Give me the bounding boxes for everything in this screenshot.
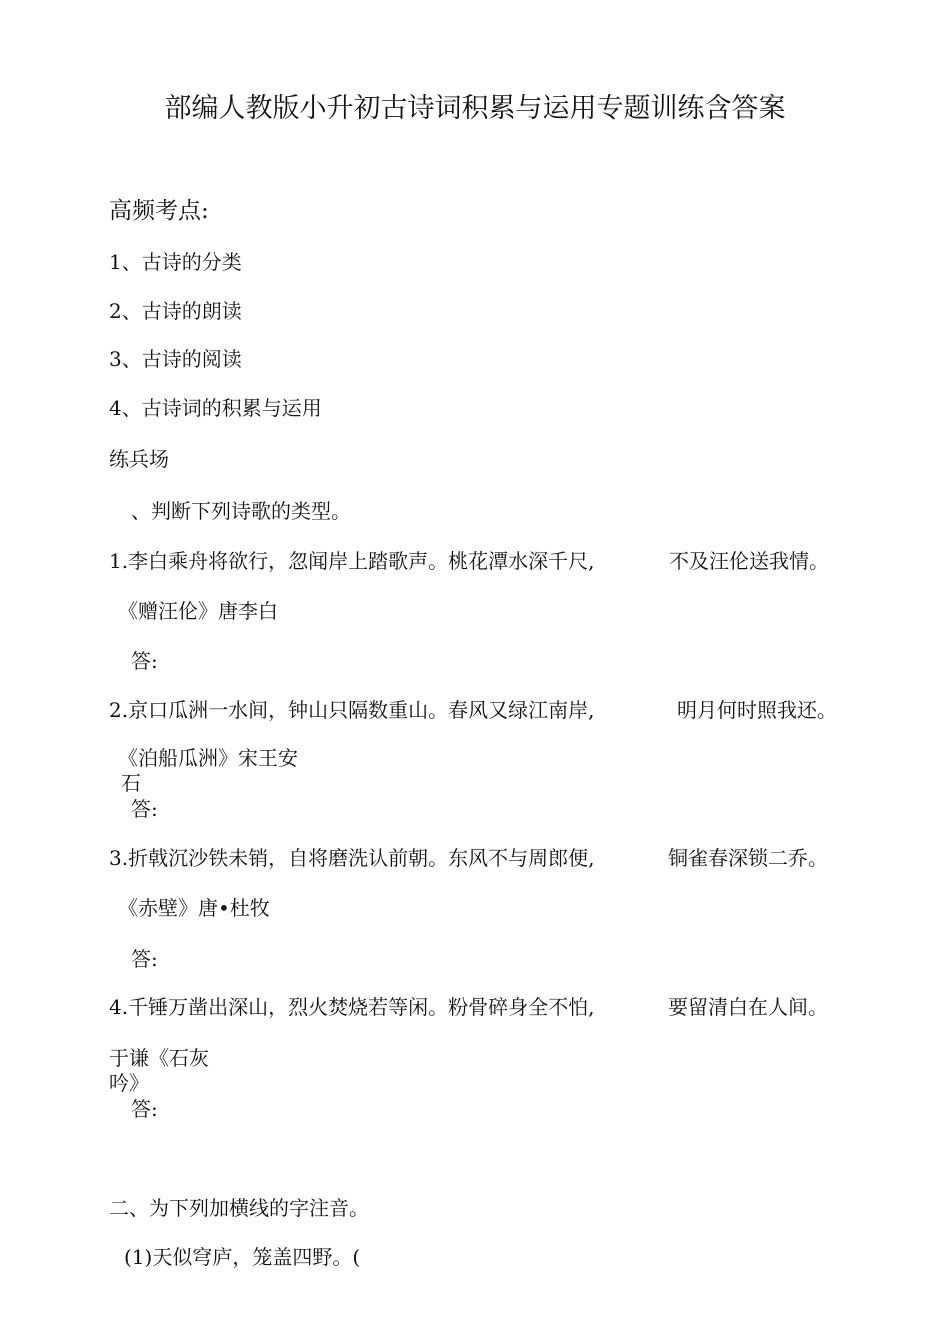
poem-source: 于谦《石灰: [109, 1046, 209, 1070]
poem-line: 不及汪伦送我情。: [669, 549, 829, 573]
key-point-item: 3、古诗的阅读: [109, 347, 242, 371]
poem-source: 《泊船瓜洲》宋王安: [118, 746, 298, 770]
poem-line: 1.李白乘舟将欲行，忽闻岸上踏歌声。桃花潭水深千尺,: [109, 549, 595, 573]
answer-label: 答:: [131, 947, 158, 971]
key-point-item: 2、古诗的朗读: [109, 299, 242, 323]
answer-label: 答:: [131, 1097, 158, 1121]
poem-source: 吟》: [109, 1071, 149, 1095]
section2-item: (1)天似穹庐，笼盖四野。(: [124, 1245, 361, 1269]
poem-source: 石: [121, 771, 141, 795]
poem-line: 明月何时照我还。: [677, 698, 837, 722]
poem-source: 《赠汪伦》唐李白: [118, 599, 278, 623]
section1-heading: 、判断下列诗歌的类型。: [131, 499, 351, 523]
poem-line: 3.折戟沉沙铁未销，自将磨洗认前朝。东风不与周郎便,: [109, 846, 595, 870]
key-points-heading: 高频考点:: [109, 198, 209, 224]
poem-line: 4.千锤万凿出深山，烈火焚烧若等闲。粉骨碎身全不怕,: [109, 995, 595, 1019]
poem-line: 铜雀春深锁二乔。: [668, 846, 828, 870]
poem-line: 要留清白在人间。: [668, 995, 828, 1019]
answer-label: 答:: [131, 797, 158, 821]
answer-label: 答:: [131, 649, 158, 673]
section2-heading: 二、为下列加横线的字注音。: [109, 1196, 369, 1220]
page-title: 部编人教版小升初古诗词积累与运用专题训练含答案: [164, 93, 786, 124]
poem-source: 《赤壁》唐•杜牧: [118, 896, 270, 920]
key-point-item: 1、古诗的分类: [109, 250, 242, 274]
poem-line: 2.京口瓜洲一水间，钟山只隔数重山。春风又绿江南岸,: [109, 698, 595, 722]
practice-heading: 练兵场: [109, 447, 169, 471]
key-point-item: 4、古诗词的积累与运用: [109, 396, 322, 420]
